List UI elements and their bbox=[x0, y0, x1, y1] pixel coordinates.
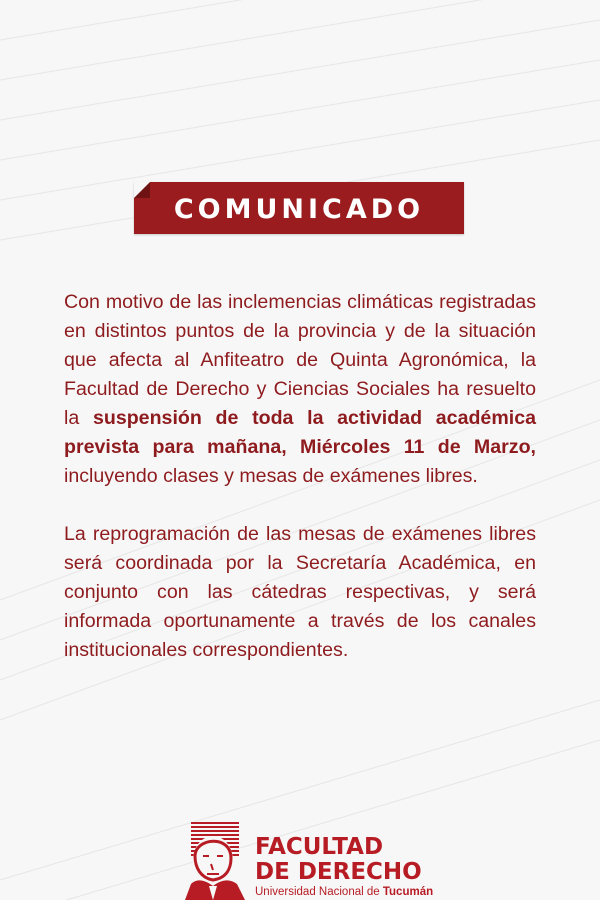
paragraph-2: La reprogramación de las mesas de exámenes libres será coordinada por la Secretaría Académica, en conjunto con las cátedras respectivas, y será informada oportunamente a través de los canales institucionales correspondientes. bbox=[64, 523, 536, 661]
comunicado-banner bbox=[134, 182, 464, 234]
logo-line-facultad: FACULTAD bbox=[255, 834, 384, 860]
announcement-body bbox=[64, 288, 536, 694]
portrait-icon bbox=[183, 820, 247, 900]
paragraph-1: Con motivo de las inclemencias climáticas registradas en distintos puntos de la provincia y de la situación que afecta al Anfiteatro de Quinta Agronómica, la Facultad de Derecho y Ciencias Sociales ha resuelto la suspensión de toda la actividad académica prevista para mañana, Miércoles 11 de Marzo, incluyendo clases y mesas de exámenes libres. bbox=[64, 291, 536, 487]
logo-line-derecho: DE DERECHO bbox=[255, 859, 422, 885]
logo-university: Universidad Nacional de Tucumán bbox=[255, 886, 434, 898]
highlighted-text: suspensión de toda la actividad académica prevista para mañana, Miércoles 11 de Marzo, bbox=[64, 407, 536, 458]
banner-title: COMUNICADO bbox=[173, 194, 425, 225]
